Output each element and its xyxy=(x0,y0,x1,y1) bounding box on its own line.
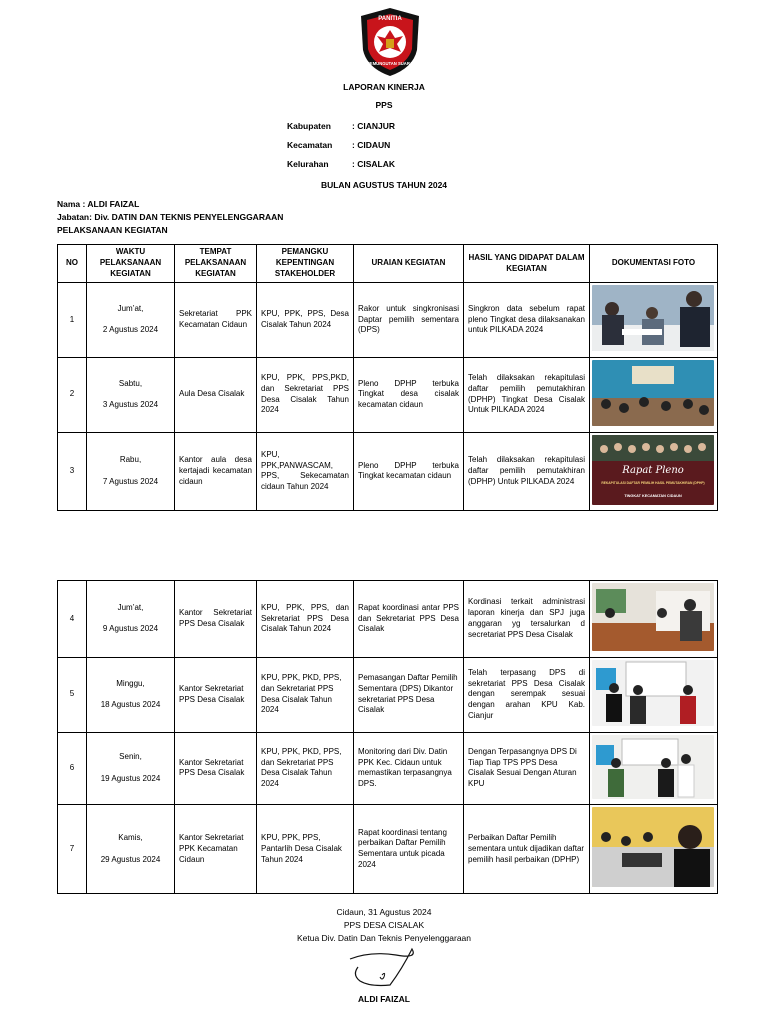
meeting-photo xyxy=(592,285,714,351)
col-header-stakeholder: PEMANGKU KEPENTINGAN STAKEHOLDER xyxy=(257,245,354,283)
svg-text:PANITIA: PANITIA xyxy=(378,16,402,22)
row-date: Jum’at, 2 Agustus 2024 xyxy=(87,283,175,358)
row-photo xyxy=(590,657,718,732)
office-photo xyxy=(592,583,714,651)
row-stakeholder: KPU, PPK, PPS,PKD, dan Sekretariat PPS Desa Cisalak Tahun 2024 xyxy=(257,357,354,432)
row-hasil: Telah dilaksakan rekapitulasi daftar pemilih pemutakhiran (DPHP) Tingkat Desa Cisalak Untuk PILKADA 2024 xyxy=(464,357,590,432)
row-uraian: Pleno DPHP terbuka Tingkat desa cisalak kecamatan cidaun xyxy=(354,357,464,432)
row-photo xyxy=(590,732,718,805)
table-row xyxy=(58,581,718,658)
row-hasil: Kordinasi terkait administrasi laporan kinerja dan SPJ juga anggaran yg tersalurkan d secretariat PPS Desa Cisalak xyxy=(464,581,590,658)
kecamatan-label: Kecamatan xyxy=(287,140,333,150)
col-header-tempat: TEMPAT PELAKSANAAN KEGIATAN xyxy=(175,245,257,283)
row-no: 4 xyxy=(58,581,87,658)
row-no: 2 xyxy=(58,357,87,432)
kelurahan-label: Kelurahan xyxy=(287,159,329,169)
row-place: Aula Desa Cisalak xyxy=(175,357,257,432)
svg-text:Rapat Pleno: Rapat Pleno xyxy=(622,464,684,476)
meta-kelurahan xyxy=(287,159,395,169)
monitoring-photo xyxy=(592,735,714,799)
kelurahan-value: : CISALAK xyxy=(352,159,395,169)
svg-text:REKAPITULASI DAFTAR PEMILIH HA: REKAPITULASI DAFTAR PEMILIH HASIL PEMUTAKHIRAN (DPHP) xyxy=(601,480,705,485)
row-stakeholder: KPU, PPK, PKD, PPS, dan Sekretariat PPS Desa Cisalak Tahun 2024 xyxy=(257,732,354,805)
activity-table-part-2 xyxy=(57,580,718,894)
signature-place-date: Cidaun, 31 Agustus 2024 xyxy=(336,907,432,917)
table-row xyxy=(58,283,718,358)
row-stakeholder: KPU, PPK, PPS, dan Sekretariat PPS Desa Cisalak Tahun 2024 xyxy=(257,581,354,658)
section-title: PELAKSANAAN KEGIATAN xyxy=(57,225,168,235)
handwritten-signature xyxy=(330,945,440,993)
row-date: Minggu, 18 Agustus 2024 xyxy=(87,657,175,732)
col-header-uraian: URAIAN KEGIATAN xyxy=(354,245,464,283)
signature-role: Ketua Div. Datin Dan Teknis Penyelenggaraan xyxy=(296,933,472,943)
row-hasil: Telah terpasang DPS di sekretariat PPS Desa Cisalak dengan serempak sesuai dengan arahan KPU Kab. Cianjur xyxy=(464,657,590,732)
row-hasil: Telah dilaksakan rekapitulasi daftar pemilih pemutakhiran (DPHP) Untuk PILKADA 2024 xyxy=(464,432,590,511)
row-place: Kantor Sekretariat PPS Desa Cisalak xyxy=(175,581,257,658)
svg-text:PEMUNGUTAN SUARA: PEMUNGUTAN SUARA xyxy=(367,61,413,66)
meta-kecamatan xyxy=(287,140,390,150)
row-hasil: Perbaikan Daftar Pemilih sementara untuk dijadikan daftar pemilih hasil perbaikan (DPHP) xyxy=(464,805,590,894)
report-period: BULAN AGUSTUS TAHUN 2024 xyxy=(320,180,448,190)
row-hasil: Singkron data sebelum rapat pleno Tingkat desa dilaksanakan untuk PILKADA 2024 xyxy=(464,283,590,358)
kabupaten-value: : CIANJUR xyxy=(352,121,395,131)
col-header-no: NO xyxy=(58,245,87,283)
table-row xyxy=(58,805,718,894)
report-title: LAPORAN KINERJA xyxy=(343,82,425,92)
table-header-row xyxy=(58,245,718,283)
row-stakeholder: KPU, PPK, PKD, PPS, dan Sekretariat PPS Desa Cisalak Tahun 2024 xyxy=(257,657,354,732)
col-header-foto: DOKUMENTASI FOTO xyxy=(590,245,718,283)
row-photo xyxy=(590,432,718,511)
row-no: 5 xyxy=(58,657,87,732)
col-header-waktu: WAKTU PELAKSANAAN KEGIATAN xyxy=(87,245,175,283)
row-photo xyxy=(590,805,718,894)
row-hasil: Dengan Terpasangnya DPS Di Tiap Tiap TPS PPS Desa Cisalak Sesuai Dengan Aturan KPU xyxy=(464,732,590,805)
row-uraian: Pemasangan Daftar Pemilih Sementara (DPS) Dikantor sekretariat PPS Desa Cisalak xyxy=(354,657,464,732)
activity-table-part-1 xyxy=(57,244,718,511)
table-row xyxy=(58,657,718,732)
row-date: Senin, 19 Agustus 2024 xyxy=(87,732,175,805)
row-place: Sekretariat PPK Kecamatan Cidaun xyxy=(175,283,257,358)
row-stakeholder: KPU, PPK, PPS, Pantarlih Desa Cisalak Tahun 2024 xyxy=(257,805,354,894)
dps-board-photo xyxy=(592,660,714,726)
hall-photo xyxy=(592,360,714,426)
row-uraian: Rapat koordinasi antar PPS dan Sekretariat PPS Desa Cisalak xyxy=(354,581,464,658)
row-stakeholder: KPU, PPK,PANWASCAM, PPS, Sekecamatan cidaun Tahun 2024 xyxy=(257,432,354,511)
pps-logo xyxy=(357,6,423,78)
report-subtitle: PPS xyxy=(375,100,393,110)
row-place: Kantor Sekretariat PPS Desa Cisalak xyxy=(175,732,257,805)
row-photo xyxy=(590,581,718,658)
kecamatan-value: : CIDAUN xyxy=(352,140,391,150)
row-uraian: Rakor untuk singkronisasi Daptar pemilih sementara (DPS) xyxy=(354,283,464,358)
table-row xyxy=(58,432,718,511)
kabupaten-label: Kabupaten xyxy=(287,121,331,131)
row-uraian: Rapat koordinasi tentang perbaikan Daftar Pemilih Sementara untuk picada 2024 xyxy=(354,805,464,894)
row-uraian: Pleno DPHP terbuka Tingkat kecamatan cidaun xyxy=(354,432,464,511)
signature-name: ALDI FAIZAL xyxy=(358,994,410,1004)
col-header-hasil: HASIL YANG DIDAPAT DALAM KEGIATAN xyxy=(464,245,590,283)
row-date: Kamis, 29 Agustus 2024 xyxy=(87,805,175,894)
row-date: Sabtu, 3 Agustus 2024 xyxy=(87,357,175,432)
row-date: Jum’at, 9 Agustus 2024 xyxy=(87,581,175,658)
row-uraian: Monitoring dari Div. Datin PPK Kec. Cidaun untuk memastikan terpasangnya DPS. xyxy=(354,732,464,805)
meta-kabupaten xyxy=(287,121,395,131)
row-place: Kantor Sekretariat PPK Kecamatan Cidaun xyxy=(175,805,257,894)
row-date: Rabu, 7 Agustus 2024 xyxy=(87,432,175,511)
selfie-meeting-photo xyxy=(592,807,714,887)
identity-nama: Nama : ALDI FAIZAL xyxy=(57,199,140,209)
signature-org: PPS DESA CISALAK xyxy=(343,920,425,930)
row-photo xyxy=(590,283,718,358)
pleno-banner-photo xyxy=(592,435,714,505)
row-no: 1 xyxy=(58,283,87,358)
table-row xyxy=(58,357,718,432)
row-no: 7 xyxy=(58,805,87,894)
identity-jabatan: Jabatan: Div. DATIN DAN TEKNIS PENYELENGGARAAN xyxy=(57,212,284,222)
row-no: 6 xyxy=(58,732,87,805)
svg-text:TINGKAT KECAMATAN CIDAUN: TINGKAT KECAMATAN CIDAUN xyxy=(624,493,682,498)
row-photo xyxy=(590,357,718,432)
row-stakeholder: KPU, PPK, PPS, Desa Cisalak Tahun 2024 xyxy=(257,283,354,358)
row-no: 3 xyxy=(58,432,87,511)
table-row xyxy=(58,732,718,805)
row-place: Kantor Sekretariat PPS Desa Cisalak xyxy=(175,657,257,732)
row-place: Kantor aula desa kertajadi kecamatan cidaun xyxy=(175,432,257,511)
